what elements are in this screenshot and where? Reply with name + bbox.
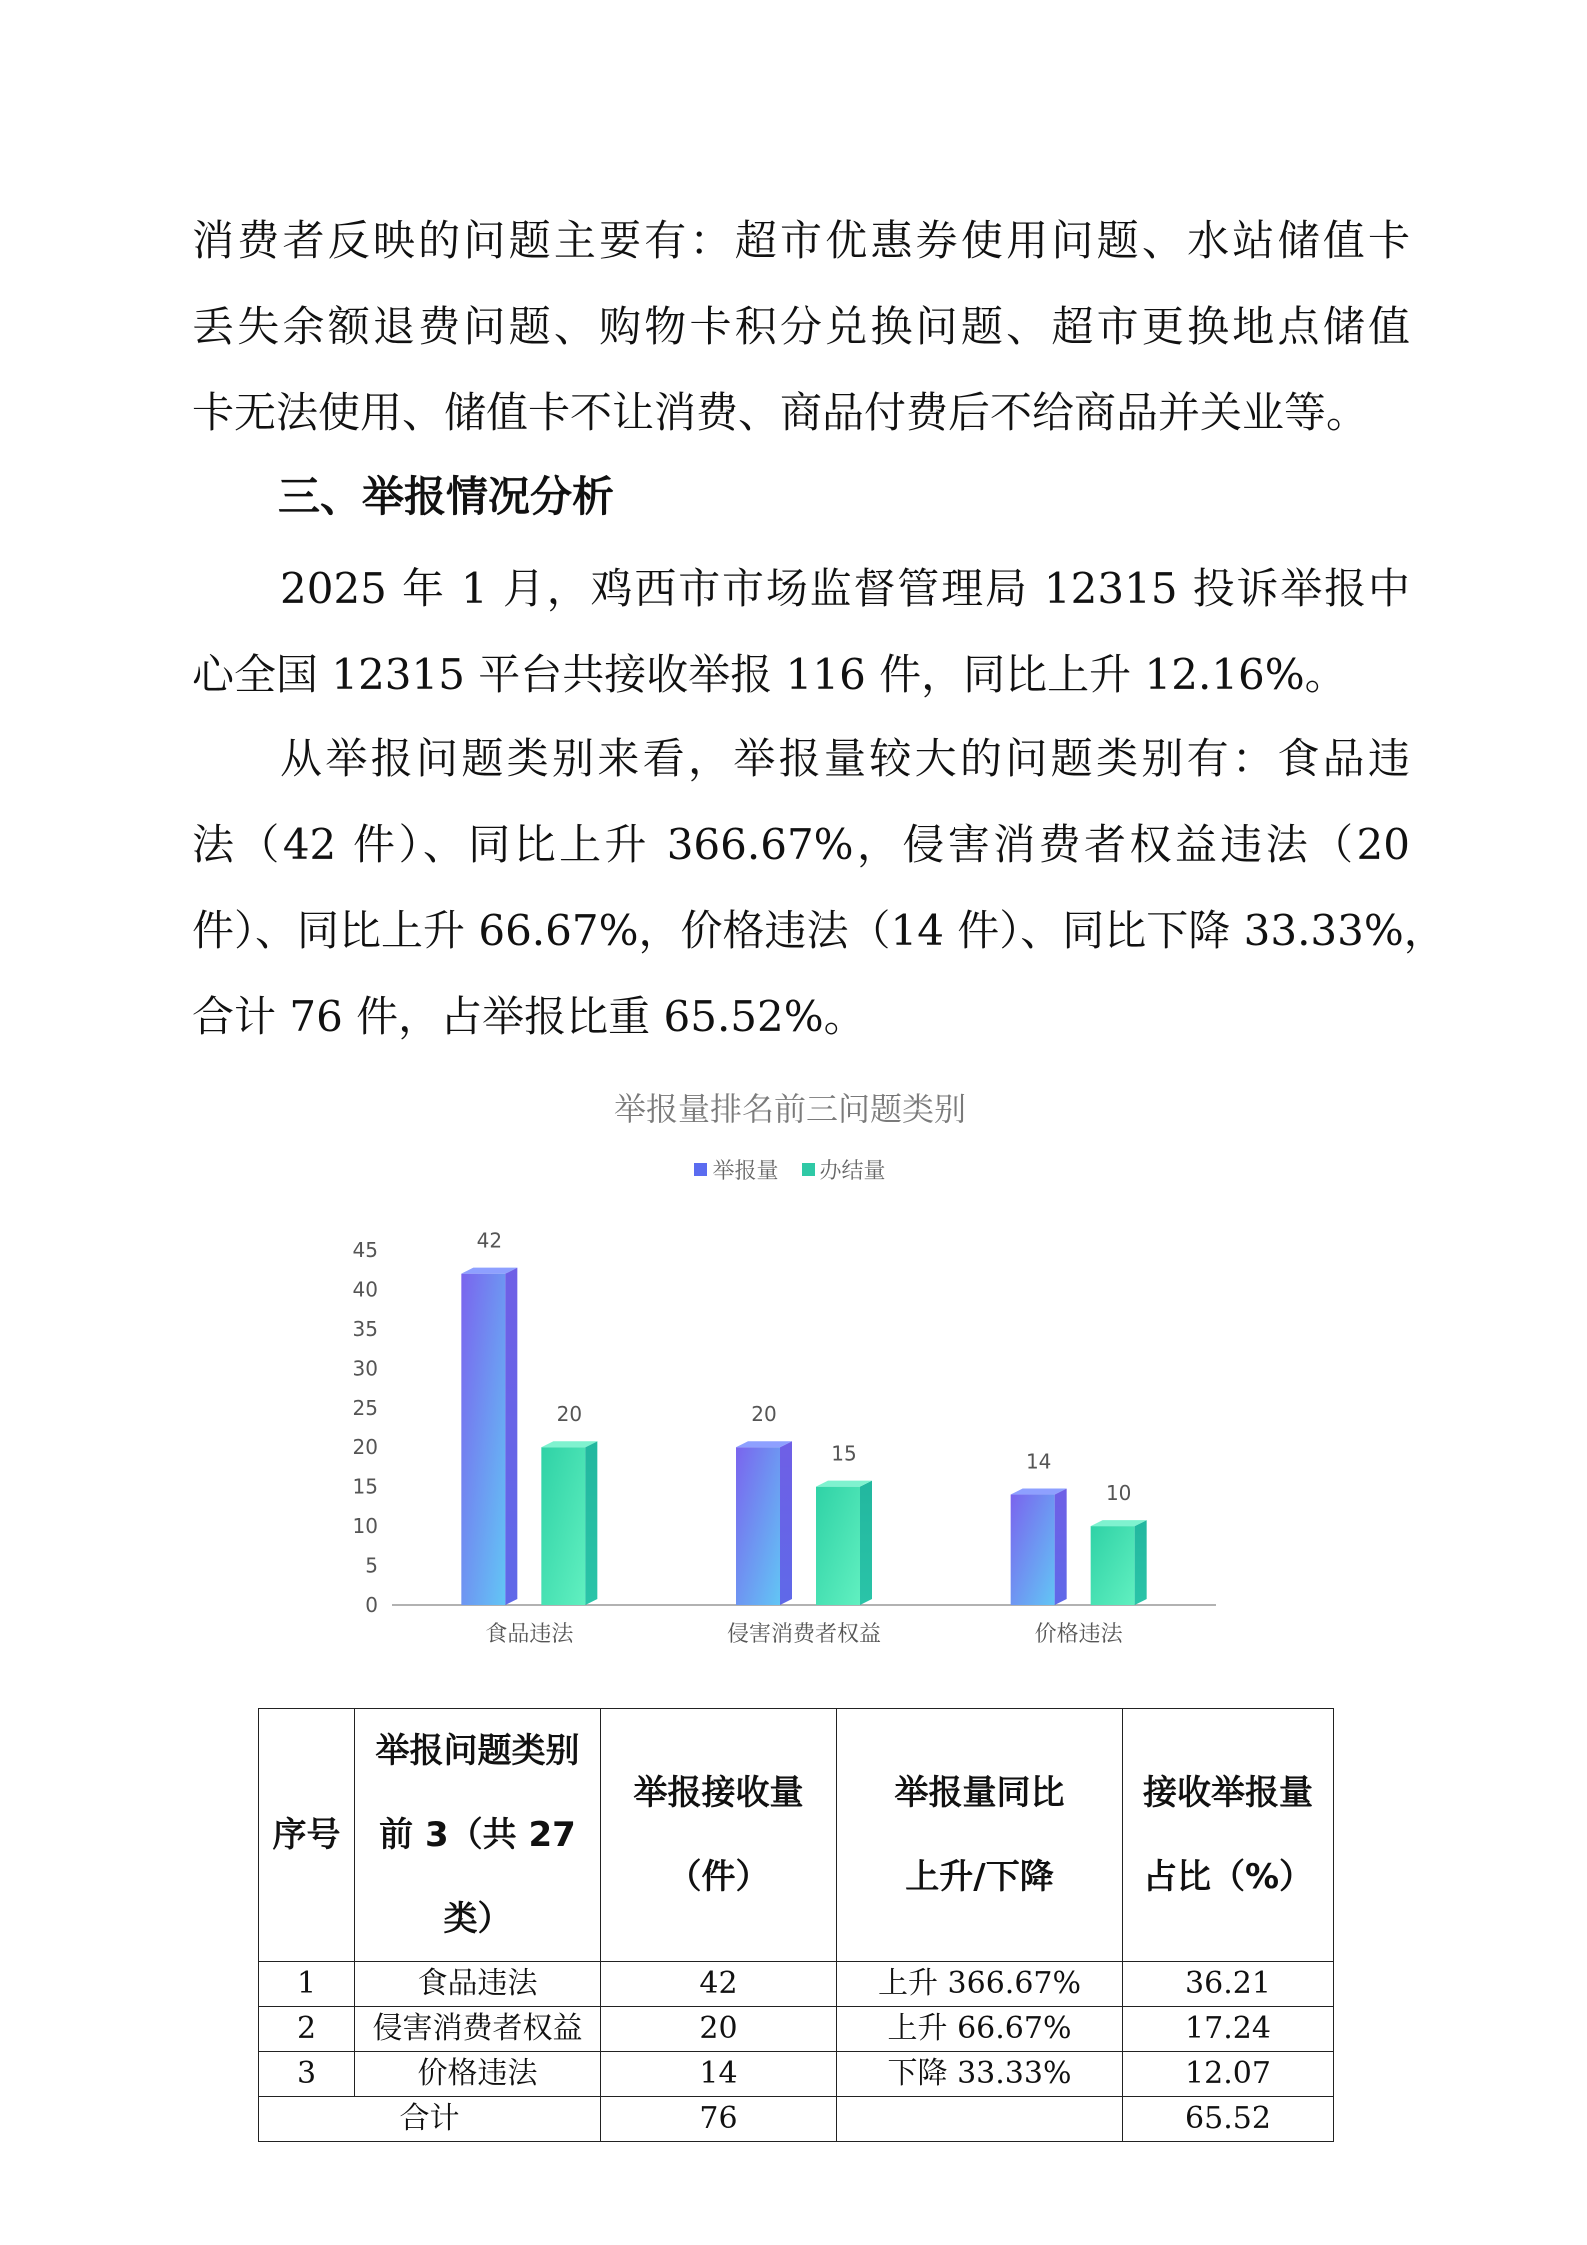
data-label: 10 (1105, 1481, 1132, 1506)
cell-no: 2 (259, 2007, 355, 2052)
table-total-row (259, 2097, 1334, 2142)
cell-share: 17.24 (1123, 2007, 1334, 2052)
x-tick-label: 价格违法 (1034, 1622, 1123, 1647)
data-label: 15 (831, 1441, 857, 1466)
bar-chart (330, 1070, 1250, 1670)
header-share: 接收举报量 占比（%） (1123, 1709, 1334, 1962)
table-header-row (259, 1709, 1334, 1962)
header-no: 序号 (259, 1709, 355, 1962)
bar (541, 1441, 597, 1605)
data-label: 14 (1025, 1449, 1052, 1474)
bar (1091, 1520, 1147, 1605)
bar-side (780, 1441, 792, 1605)
bar-side (860, 1481, 872, 1605)
y-tick-label: 45 (352, 1238, 378, 1262)
data-label: 20 (751, 1402, 777, 1427)
cell-count: 14 (601, 2052, 837, 2097)
report-table (258, 1708, 1334, 2142)
table-row (259, 2052, 1334, 2097)
data-label: 42 (476, 1228, 503, 1253)
y-tick-label: 30 (352, 1356, 378, 1381)
bar (736, 1441, 792, 1605)
header-count: 举报接收量 （件） (601, 1709, 837, 1962)
y-tick-label: 0 (365, 1593, 378, 1617)
text-line: 法（42 件）、同比上升 366.67%，侵害消费者权益违法（20 (192, 820, 1410, 869)
bar-front (736, 1447, 780, 1605)
bar-front (816, 1487, 860, 1605)
text-line: 件）、同比上升 66.67%，价格违法（14 件）、同比下降 33.33%， (192, 906, 1446, 955)
y-tick-label: 25 (352, 1395, 378, 1420)
cell-no: 1 (259, 1962, 355, 2007)
text-line: 丢失余额退费问题、购物卡积分兑换问题、超市更换地点储值 (192, 302, 1410, 351)
y-tick-label: 15 (352, 1474, 378, 1499)
bar (816, 1481, 872, 1605)
cell-category: 食品违法 (355, 1962, 601, 2007)
cell-count: 42 (601, 1962, 837, 2007)
paragraph-report-total (192, 546, 1410, 718)
bar-side (585, 1441, 597, 1605)
bar-side (1135, 1520, 1147, 1605)
text-line: 卡无法使用、储值卡不让消费、商品付费后不给商品并关业等。 (192, 388, 1369, 437)
cell-no: 3 (259, 2052, 355, 2097)
cell-count: 20 (601, 2007, 837, 2052)
text-line: 消费者反映的问题主要有：超市优惠券使用问题、水站储值卡 (192, 216, 1410, 265)
bar-front (1011, 1495, 1055, 1605)
bar-front (541, 1447, 585, 1605)
bar-side (1055, 1489, 1067, 1605)
bar (1011, 1489, 1067, 1605)
cell-total-count: 76 (601, 2097, 837, 2142)
cell-category: 侵害消费者权益 (355, 2007, 601, 2052)
legend-label: 举报量 (712, 1159, 779, 1184)
cell-total-change (837, 2097, 1123, 2142)
header-category: 举报问题类别 前 3（共 27 类） (355, 1709, 601, 1962)
data-label: 20 (556, 1402, 583, 1427)
text-line: 心全国 12315 平台共接收举报 116 件，同比上升 12.16%。 (192, 650, 1347, 699)
cell-change: 上升 66.67% (837, 2007, 1123, 2052)
chart-title: 举报量排名前三问题类别 (613, 1090, 966, 1128)
table-row (259, 1962, 1334, 2007)
text-line: 从举报问题类别来看，举报量较大的问题类别有：食品违 (280, 734, 1410, 783)
bar-side (505, 1268, 517, 1605)
bar-front (1091, 1526, 1135, 1605)
paragraph-report-categories (192, 716, 1446, 1060)
section-heading: 三、举报情况分析 (278, 472, 615, 521)
y-tick-label: 35 (352, 1316, 378, 1341)
y-tick-label: 10 (352, 1514, 378, 1539)
y-tick-label: 5 (365, 1553, 378, 1578)
cell-share: 12.07 (1123, 2052, 1334, 2097)
y-tick-label: 20 (352, 1435, 378, 1460)
cell-total-label: 合计 (259, 2097, 601, 2142)
cell-total-share: 65.52 (1123, 2097, 1334, 2142)
x-tick-label: 食品违法 (485, 1622, 574, 1647)
text-line: 合计 76 件，占举报比重 65.52%。 (192, 992, 866, 1041)
header-change: 举报量同比 上升/下降 (837, 1709, 1123, 1962)
cell-change: 下降 33.33% (837, 2052, 1123, 2097)
cell-category: 价格违法 (355, 2052, 601, 2097)
bar-front (461, 1274, 505, 1605)
cell-share: 36.21 (1123, 1962, 1334, 2007)
cell-change: 上升 366.67% (837, 1962, 1123, 2007)
paragraph-consumer-issues (192, 198, 1410, 456)
x-tick-label: 侵害消费者权益 (726, 1622, 882, 1647)
legend-label: 办结量 (819, 1159, 886, 1184)
chart-plot (330, 1070, 1250, 1670)
bar (461, 1268, 517, 1605)
table-row (259, 2007, 1334, 2052)
y-tick-label: 40 (352, 1277, 378, 1302)
text-line: 2025 年 1 月，鸡西市市场监督管理局 12315 投诉举报中 (280, 564, 1410, 613)
